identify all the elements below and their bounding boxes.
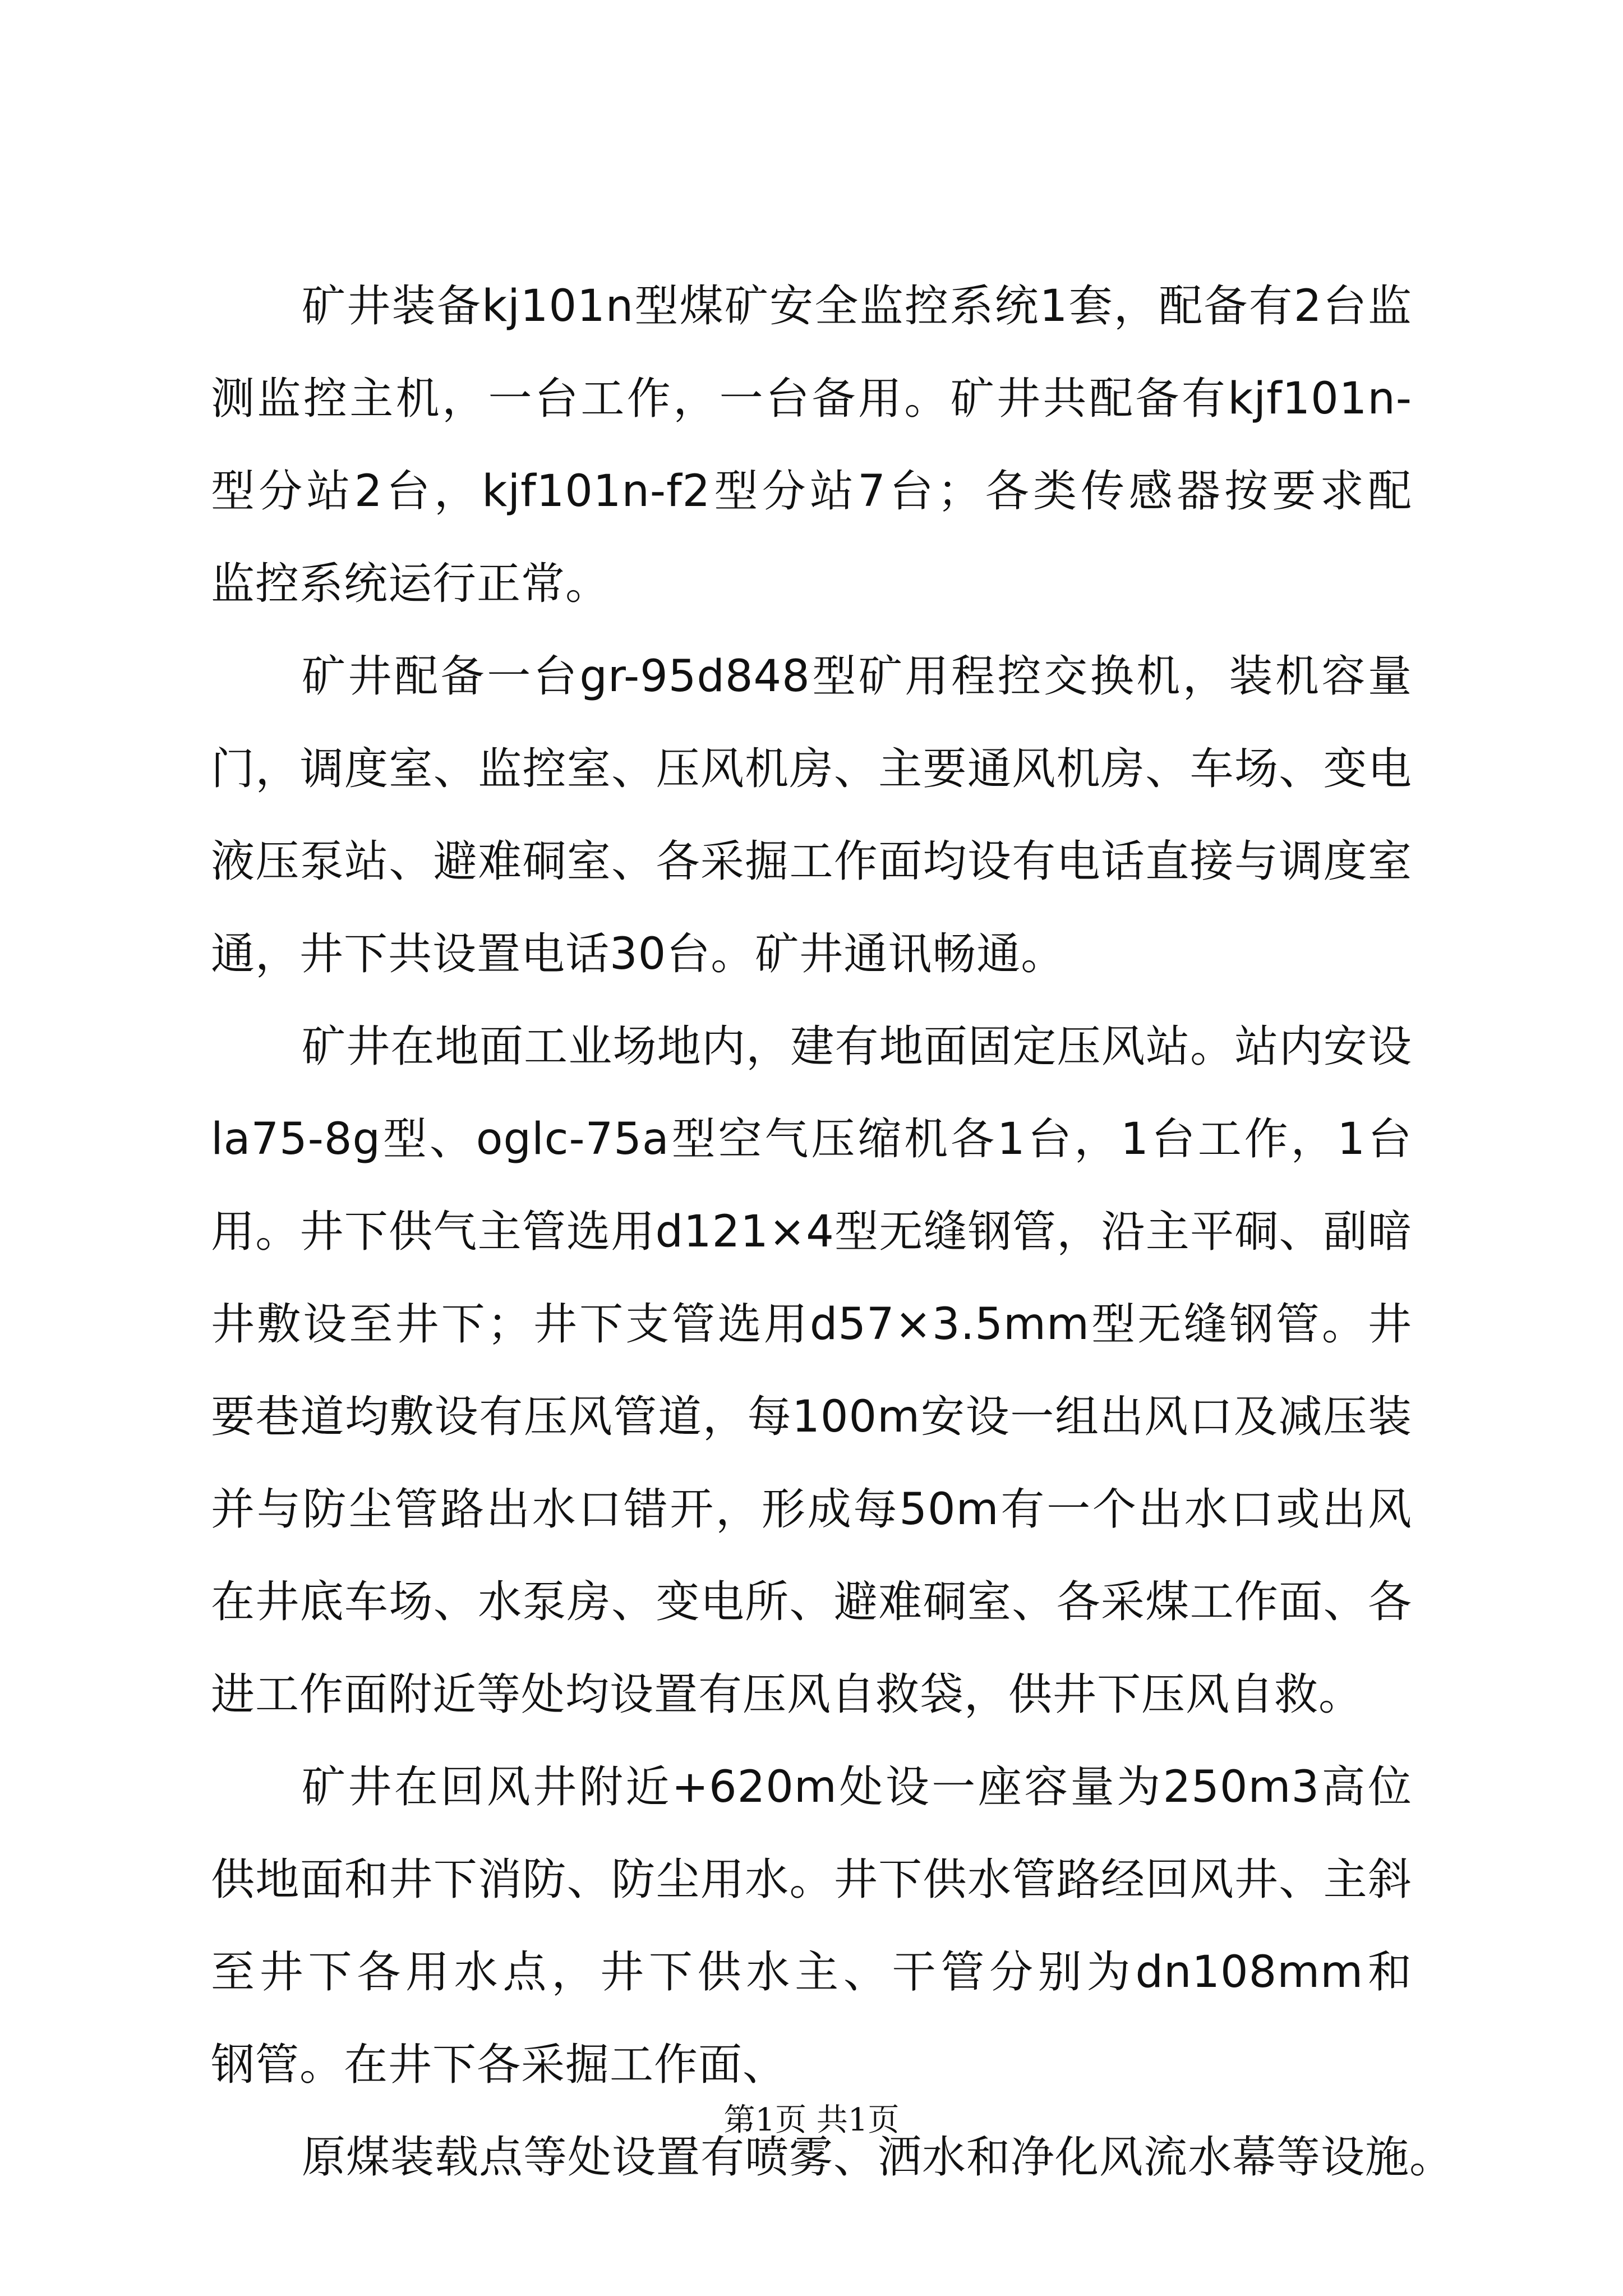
text-line: 并与防尘管路出水口错开，形成每50m有一个出水口或出风 — [211, 1484, 1412, 1535]
text-line: 矿井在回风井附近+620m处设一座容量为250m3高位 — [302, 1762, 1412, 1812]
text-line: 测监控主机，一台工作，一台备用。矿井共配备有kjf101n- — [211, 374, 1412, 424]
text-line: 要巷道均敷设有压风管道，每100m安设一组出风口及减压装 — [211, 1392, 1412, 1442]
text-line: 至井下各用水点，井下供水主、干管分别为dn108mm和 — [211, 1947, 1412, 1998]
paragraph-communication — [211, 631, 1412, 1001]
text-line: 钢管。在井下各采掘工作面、 — [211, 2040, 787, 2090]
text-line: 监控系统运行正常。 — [211, 559, 610, 609]
text-line: 矿井在地面工业场地内，建有地面固定压风站。站内安设 — [302, 1022, 1412, 1072]
page-number-footer: 第1页 共1页 — [723, 2102, 900, 2138]
paragraph-compressed-air — [211, 1001, 1412, 1741]
text-line: 进工作面附近等处均设置有压风自救袋，供井下压风自救。 — [211, 1669, 1363, 1720]
text-line: 门，调度室、监控室、压风机房、主要通风机房、车场、变电 — [211, 744, 1412, 794]
paragraph-monitoring-system — [211, 260, 1412, 631]
text-line: 供地面和井下消防、防尘用水。井下供水管路经回风井、主斜 — [211, 1855, 1412, 1905]
text-line: 液压泵站、避难硐室、各采掘工作面均设有电话直接与调度室 — [211, 836, 1412, 887]
text-line: 通，井下共设置电话30台。矿井通讯畅通。 — [211, 929, 1066, 979]
text-line: 在井底车场、水泵房、变电所、避难硐室、各采煤工作面、各 — [211, 1577, 1412, 1627]
text-line: 井敷设至井下；井下支管选用d57×3.5mm型无缝钢管。井 — [211, 1299, 1412, 1350]
paragraph-water-supply — [211, 1741, 1412, 2111]
text-line: la75-8g型、oglc-75a型空气压缩机各1台，1台工作，1台 — [211, 1114, 1412, 1165]
text-line: 型分站2台，kjf101n-f2型分站7台；各类传感器按要求配 — [211, 466, 1412, 517]
text-line: 矿井配备一台gr-95d848型矿用程控交换机，装机容量 — [302, 651, 1412, 702]
text-line: 原煤装载点等处设置有喷雾、洒水和净化风流水幕等设施。 — [302, 2132, 1454, 2183]
document-body — [211, 260, 1454, 2204]
text-line: 矿井装备kj101n型煤矿安全监控系统1套，配备有2台监 — [302, 281, 1412, 332]
text-line: 用。井下供气主管选用d121×4型无缝钢管，沿主平硐、副暗 — [211, 1207, 1412, 1257]
